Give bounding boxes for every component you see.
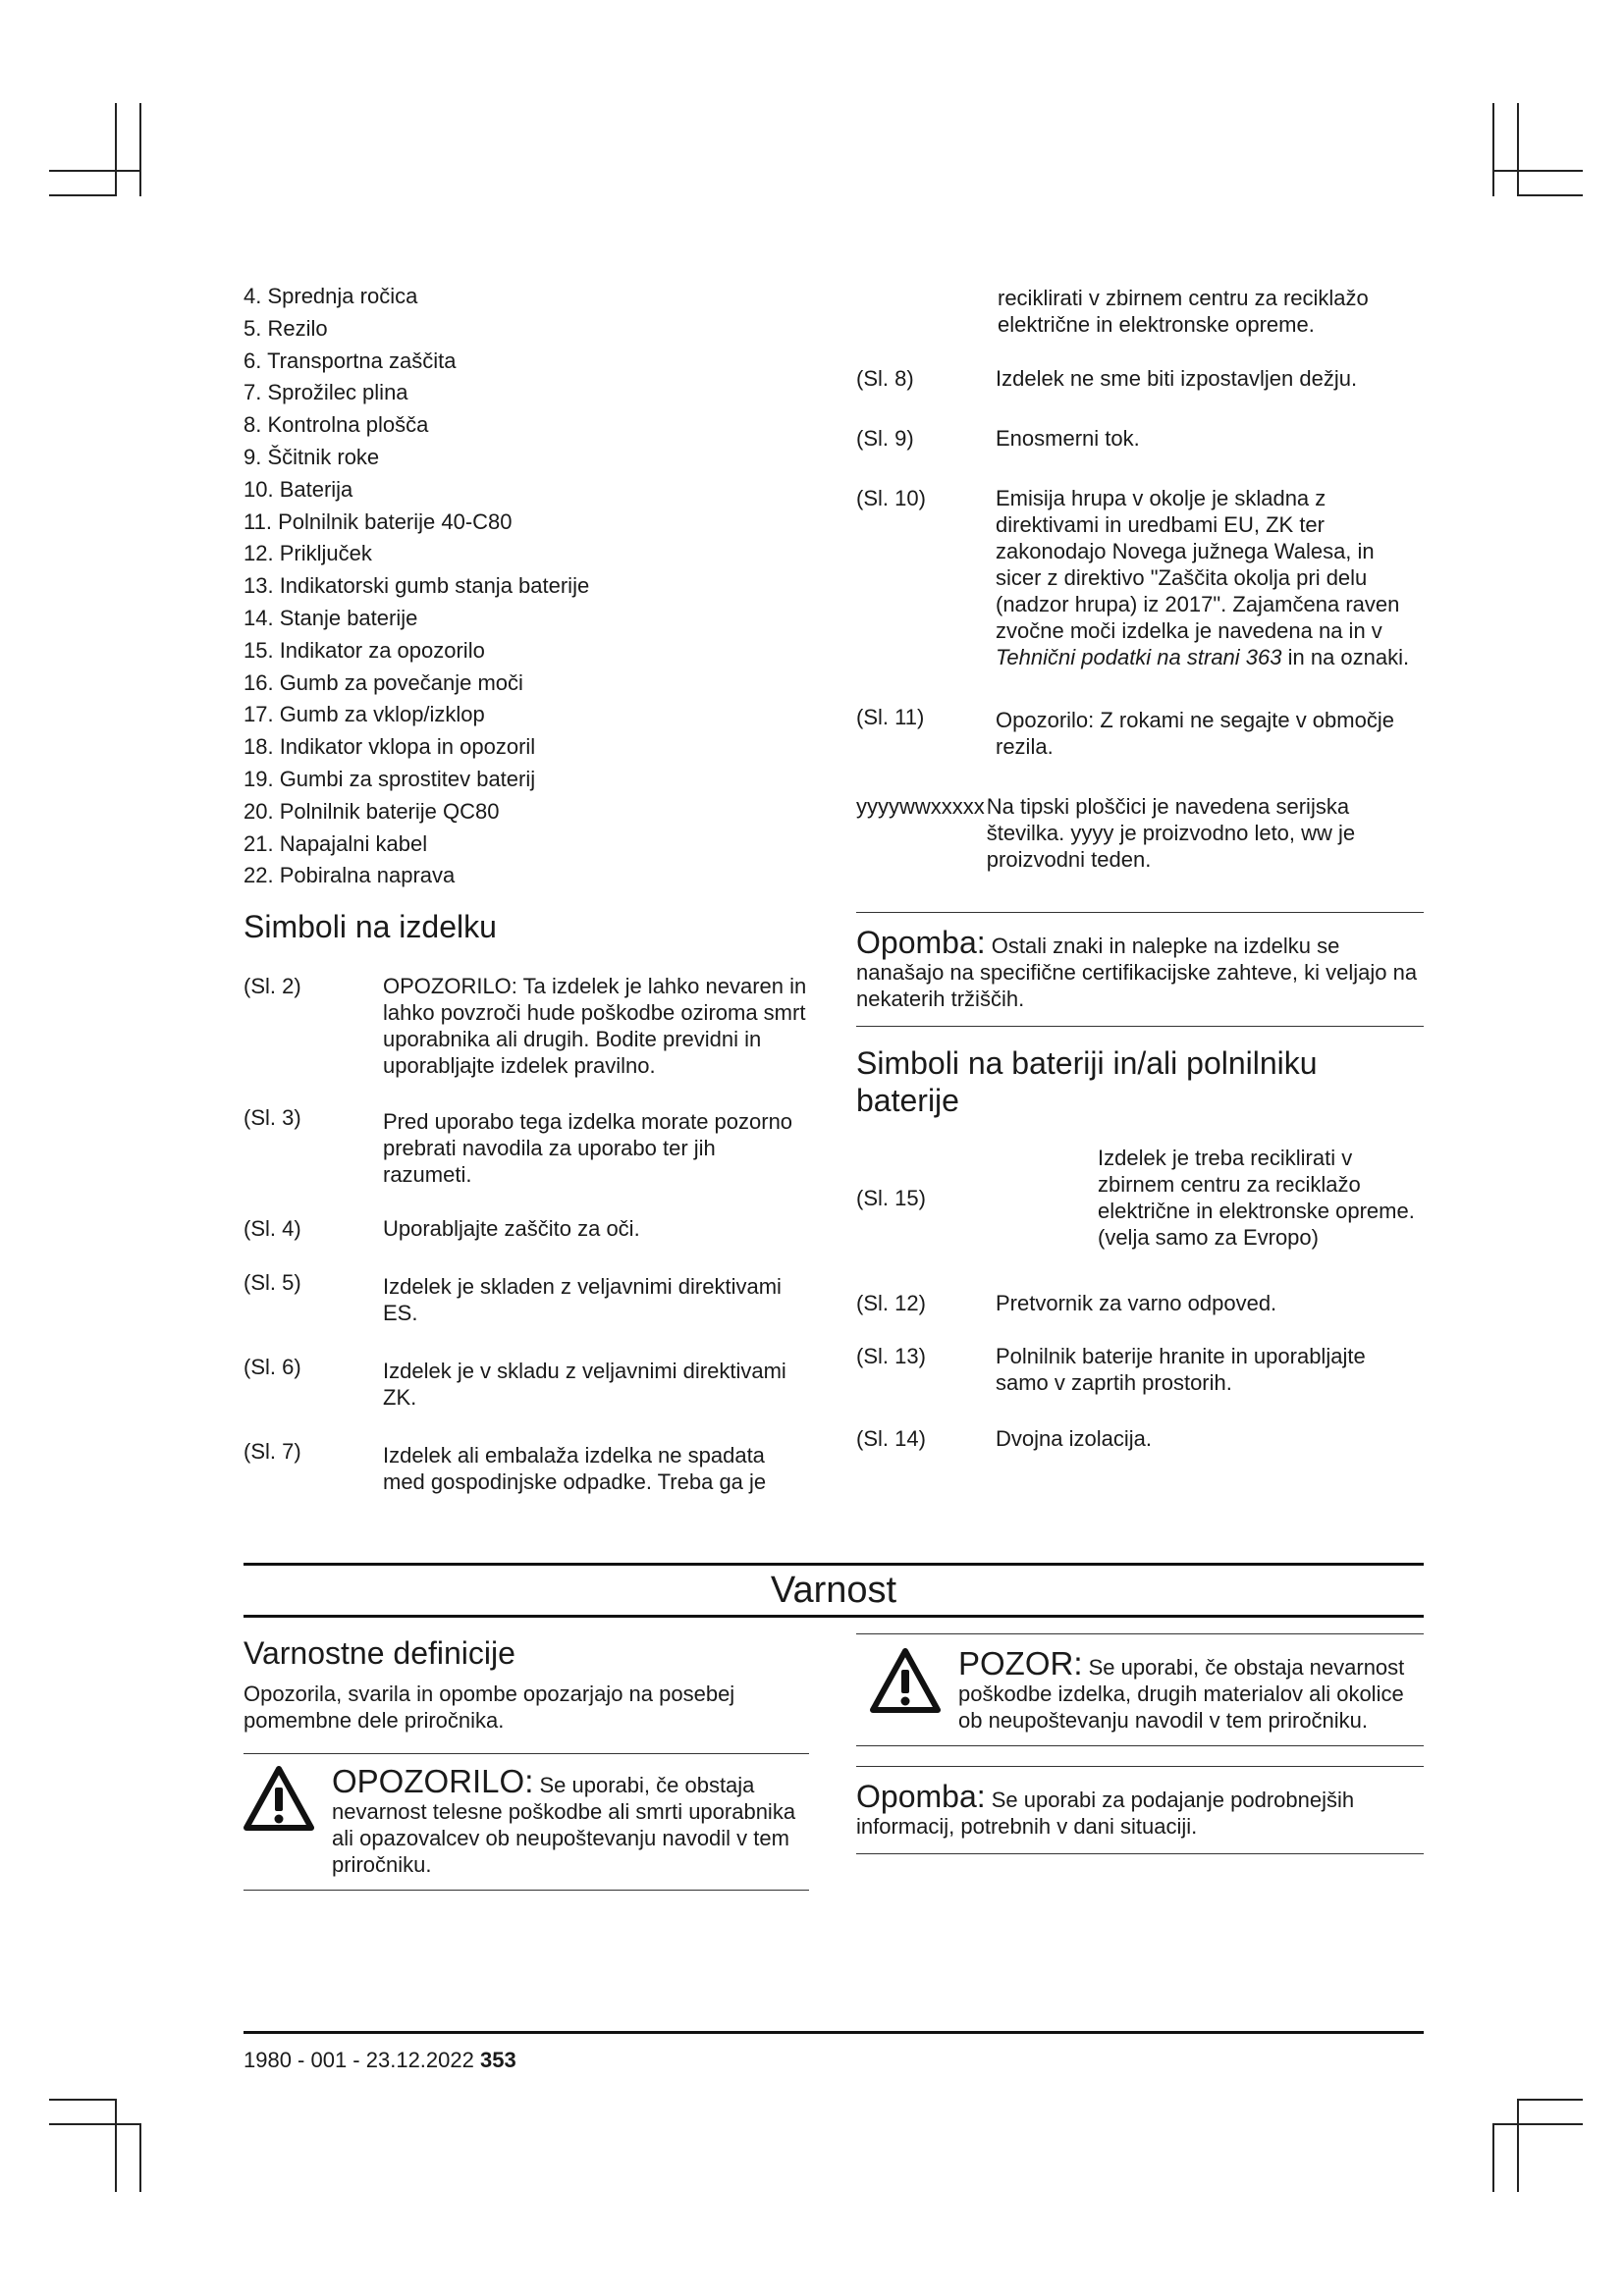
safety-definitions-heading: Varnostne definicije [244,1635,515,1671]
symbol-row [856,1343,1424,1396]
serial-text: Na tipski ploščici je navedena serijska številka. yyyy je proizvodno leto, ww je proizvodni teden. [986,794,1356,872]
safety-right-column [856,1633,1424,1854]
symbol-continuation: reciklirati v zbirnem centru za reciklažo električne in elektronske opreme. [998,286,1369,337]
list-item: 4. Sprednja ročica [244,284,418,308]
crop-mark [49,2099,116,2101]
crop-mark [1517,2099,1583,2101]
symbol-text-part: Emisija hrupa v okolje je skladna z direktivami in uredbami EU, ZK ter zakonodajo Novega južnega Walesa, in sicer z direktivo "Zaščita okolja pri delu (nadzor hrupa) iz 2017". Zajamčena raven zvočne moči izdelka je navedena na in v [996,486,1400,643]
symbol-text: Pretvornik za varno odpoved. [996,1291,1277,1315]
symbol-text: Izdelek ali embalaža izdelka ne spadata med gospodinjske odpadke. Treba ga je [383,1443,767,1495]
symbol-text: Enosmerni tok. [996,426,1140,451]
symbol-id: (Sl. 2) [244,974,301,999]
symbol-id: (Sl. 3) [244,1105,301,1131]
list-item: 9. Ščitnik roke [244,444,380,469]
symbol-row [856,1145,1424,1251]
crop-mark [1517,103,1519,196]
crop-mark [1492,170,1583,172]
caution-text: Se uporabi, če obstaja nevarnost poškodbe izdelka, drugih materialov ali okolice ob neupoštevanju navodil v tem priročniku. [958,1655,1405,1733]
symbol-id: (Sl. 14) [856,1426,926,1451]
symbol-id: (Sl. 5) [244,1270,301,1296]
symbol-id: (Sl. 4) [244,1216,301,1242]
list-item: 21. Napajalni kabel [244,830,428,856]
crop-mark [49,170,139,172]
list-item: 7. Sprožilec plina [244,380,408,405]
symbol-text: Izdelek je skladen z veljavnimi direktivami ES. [383,1274,782,1326]
crop-mark [49,2123,139,2125]
list-item: 11. Polnilnik baterije 40-C80 [244,508,513,534]
cross-reference-link[interactable]: Tehnični podatki na strani 363 [996,645,1282,669]
safety-left-column [244,1634,809,1891]
page-number: 353 [479,2048,516,2072]
crop-mark [115,2099,117,2192]
section-title: Varnost [770,1570,897,1611]
symbol-id: (Sl. 8) [856,366,914,391]
footer [244,2048,516,2073]
crop-mark [139,103,141,196]
note-box [856,912,1424,1027]
list-item: 22. Pobiralna naprava [244,863,456,888]
warning-box [244,1753,809,1891]
note-label: Opomba: [856,1779,986,1814]
crop-mark [115,103,117,196]
symbol-text: Izdelek je v skladu z veljavnimi direktivami ZK. [383,1359,786,1411]
safety-definitions-intro: Opozorila, svarila in opombe opozarjajo na posebej pomembne dele priročnika. [244,1682,735,1733]
list-item: 8. Kontrolna plošča [244,412,429,438]
symbol-id: (Sl. 12) [856,1291,926,1315]
symbol-row [244,1269,809,1326]
symbol-id: (Sl. 15) [856,1185,926,1210]
symbol-row [244,1354,809,1411]
symbol-text: Dvojna izolacija. [996,1426,1152,1451]
list-item: 14. Stanje baterije [244,605,418,630]
left-column [244,281,809,1495]
list-item: 20. Polnilnik baterije QC80 [244,798,500,824]
symbol-id: (Sl. 6) [244,1355,301,1380]
right-column [856,281,1424,1452]
caution-triangle-icon [870,1648,941,1713]
symbol-row [856,704,1424,760]
symbol-text: Uporabljajte zaščito za oči. [383,1216,640,1242]
caution-label: POZOR: [958,1645,1083,1682]
list-item: 16. Gumb za povečanje moči [244,669,523,695]
symbol-row [244,1215,809,1242]
list-item: 15. Indikator za opozorilo [244,637,485,663]
serial-id: yyyywwxxxxx [856,794,985,819]
crop-mark [1517,194,1583,196]
symbol-id: (Sl. 11) [856,705,925,729]
symbols-heading: Simboli na izdelku [244,909,497,945]
symbol-text: OPOZORILO: Ta izdelek je lahko nevaren in lahko povzroči hude poškodbe oziroma smrt uporabnika ali drugih. Bodite previdni in uporabljajte izdelek pravilno. [383,974,807,1079]
warning-text: Se uporabi, če obstaja nevarnost telesne poškodbe ali smrti uporabnika ali opazovalcev ob neupoštevanju navodil v tem priročniku. [332,1773,796,1877]
symbol-row [856,1425,1424,1452]
caution-text-block [941,1645,1424,1734]
warning-label: OPOZORILO: [332,1763,534,1799]
parts-list [244,281,809,892]
crop-mark [1492,2123,1583,2125]
symbol-text [996,485,1424,670]
symbol-row [244,973,809,1079]
symbol-row [856,425,1424,452]
section-rule-bottom [244,1615,1424,1618]
symbol-row [856,365,1424,392]
note-text: Se uporabi za podajanje podrobnejših informacij, potrebnih v dani situaciji. [856,1788,1355,1839]
crop-mark [1492,103,1494,196]
crop-mark [1492,2123,1494,2192]
crop-mark [49,194,116,196]
symbol-row [244,1104,809,1188]
symbol-text-part: in na oznaki. [1281,645,1410,669]
footer-rule [244,2031,1424,2034]
warning-triangle-icon [244,1766,314,1831]
symbol-text: Polnilnik baterije hranite in uporabljajte samo v zaprtih prostorih. [996,1344,1366,1395]
list-item: 18. Indikator vklopa in opozoril [244,734,536,760]
symbol-row [856,485,1424,670]
list-item: 19. Gumbi za sprostitev baterij [244,766,536,791]
footer-doc-id: 1980 - 001 - 23.12.2022 [244,2048,474,2072]
list-item: 5. Rezilo [244,315,328,341]
battery-symbols-heading: Simboli na bateriji in/ali polnilniku baterije [856,1045,1318,1118]
note-text: Ostali znaki in nalepke na izdelku se nanašajo na specifične certifikacijske zahteve, ki veljajo na nekaterih tržiščih. [856,934,1418,1011]
crop-mark [139,2123,141,2192]
note-label: Opomba: [856,925,986,960]
warning-text-block [314,1763,809,1878]
serial-row [856,793,1424,873]
caution-box [856,1633,1424,1746]
symbol-id: (Sl. 13) [856,1344,926,1368]
list-item: 6. Transportna zaščita [244,347,457,373]
crop-mark [1517,2099,1519,2192]
symbol-id: (Sl. 10) [856,486,926,510]
list-item: 17. Gumb za vklop/izklop [244,702,485,727]
note-box [856,1766,1424,1854]
list-item: 10. Baterija [244,476,353,502]
list-item: 12. Priključek [244,541,372,566]
symbol-text: Izdelek je treba reciklirati v zbirnem centru za reciklažo električne in elektronske opreme. (velja samo za Evropo) [1098,1146,1415,1250]
symbol-text: Izdelek ne sme biti izpostavljen dežju. [996,366,1358,391]
symbol-row [244,1438,809,1495]
list-item: 13. Indikatorski gumb stanja baterije [244,573,590,599]
symbol-text: Opozorilo: Z rokami ne segajte v območje rezila. [996,708,1394,759]
symbol-id: (Sl. 7) [244,1439,301,1465]
symbol-id: (Sl. 9) [856,426,914,451]
symbol-text: Pred uporabo tega izdelka morate pozorno prebrati navodila za uporabo ter jih razumeti. [383,1109,793,1188]
section-rule-top [244,1563,1424,1566]
symbol-row [856,1290,1424,1316]
